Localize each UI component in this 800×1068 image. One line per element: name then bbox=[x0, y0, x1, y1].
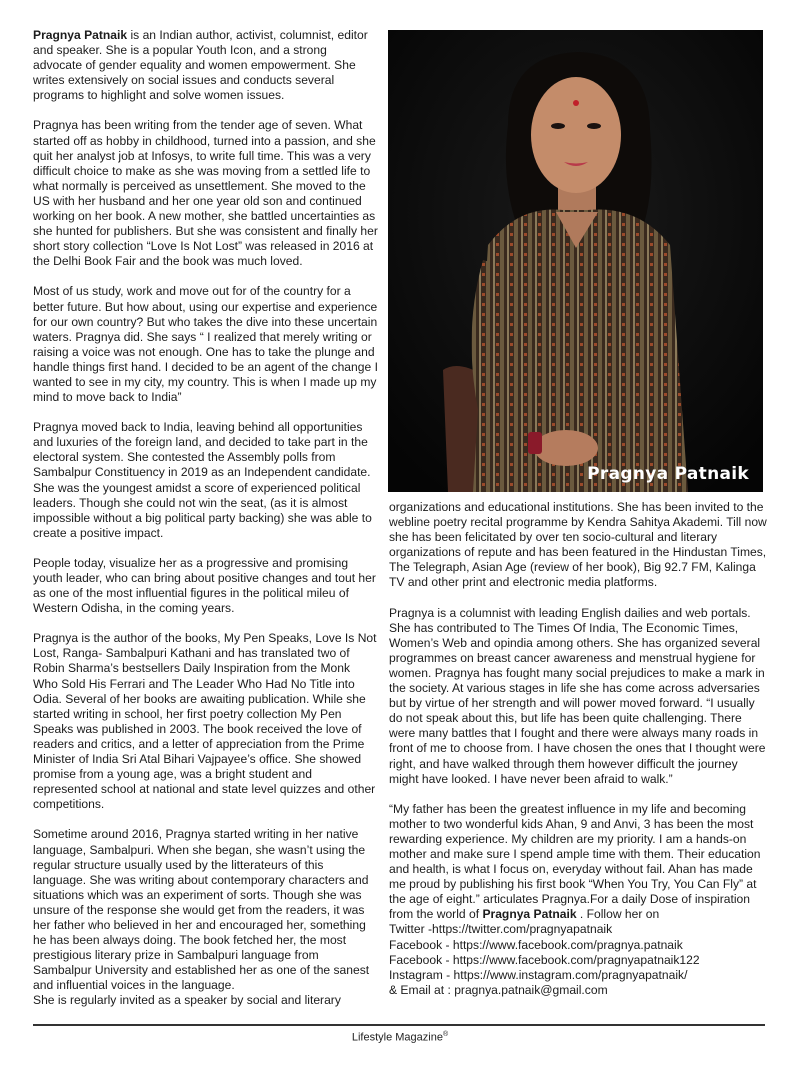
facebook-link-1[interactable]: Facebook - https://www.facebook.com/pragnya.patnaik bbox=[389, 937, 683, 952]
intro-text: is an Indian author, activist, columnist, editor and speaker. She is a popular Youth Icon, and a strong advocate of gender equality and women empowerment. She writes extensively on social issues and conducts several programs to highlight and solve women issues. bbox=[33, 28, 368, 103]
paragraph-speaker: She is regularly invited as a speaker by social and literary bbox=[33, 993, 341, 1008]
portrait-illustration bbox=[388, 30, 763, 492]
paragraph-return: Most of us study, work and move out for of the country for a better future. But how about, using our expertise and experience for our own country? But who takes the dive into these uncertain waters. Pragnya did. She says “ I realized that merely writing or raising a voice was not enough. One has to take the plunge and handle things first hand. I decided to be an agent of the change I wanted to see in my city, my country. This is when I made up my mind to move back to India” bbox=[33, 284, 378, 405]
portrait-photo bbox=[388, 30, 763, 492]
paragraph-writing: Pragnya has been writing from the tender age of seven. What started off as hobby in childhood, turned into a passion, and she quit her analyst job at Infosys, to write full time. This was a very difficult choice to make as she was moving from a settled life to what normally is perceived as unsettlement. She moved to the US with her husband and her one year old son and continued working on her book. A new mother, she battled uncertainties as she hunted for publishers. But she was consistent and finally her short story collection “Love Is Not Lost” was released in 2016 at the Delhi Book Fair and the book was much loved. bbox=[33, 118, 378, 269]
left-column bbox=[33, 28, 378, 1009]
footer bbox=[0, 1031, 800, 1044]
email-link[interactable]: & Email at : pragnya.patnaik@gmail.com bbox=[389, 982, 608, 997]
facebook-link-2[interactable]: Facebook - https://www.facebook.com/pragnyapatnaik122 bbox=[389, 952, 700, 967]
photo-caption: Pragnya Patnaik bbox=[587, 464, 749, 484]
follow-text: . Follow her on bbox=[576, 907, 660, 922]
registered-mark: ® bbox=[442, 1031, 449, 1038]
paragraph-books: Pragnya is the author of the books, My Pen Speaks, Love Is Not Lost, Ranga- Sambalpuri Kathani and has translated two of Robin Sharma’s bestsellers Daily Inspiration from the Monk Who Sold His Ferrari and The Leader Who Had No Title into Odia. Several of her books are awaiting publication. While she started writing in school, her first poetry collection My Pen Speaks was published in 2003. The book received the love of readers and critics, and a letter of appreciation from the Prime Minister of India Sri Atal Bihari Vajpayee’s office. She showed promise from a young age, was a bright student and represented school at national and state level quizzes and other competitions. bbox=[33, 631, 377, 812]
footer-divider bbox=[33, 1024, 765, 1026]
paragraph-columnist: Pragnya is a columnist with leading English dailies and web portals. She has contributed to The Times Of India, The Economic Times, Women’s Web and opindia among others. She has organized several programmes on breast cancer awareness and menstrual hygiene for women. Pragnya has fought many social prejudices to make a mark in the society. At various stages in life she has come across adversaries but by virtue of her strength and will power moved forward. “I usually do not speak about this, but life has been quite challenging. There were many battles that I fought and there were always many roads in front of me to choose from. I have chosen the ones that I thought were right, and have walked through them however difficult the journey might have looked. I have never been afraid to walk.” bbox=[389, 605, 766, 786]
family-text: “My father has been the greatest influence in my life and becoming mother to two wonderful kids Ahan, 9 and Anvi, 3 has been the most rewarding experience. My children are my priority. I am a hands-on mother and make sure I spend ample time with them. Their education and health, is what I focus on, everyday without fail. Ahan has made me proud by publishing his first book “When You Try, You Can Fly” at the age of eight.” articulates Pragnya.For a daily Dose of inspiration from the world of bbox=[389, 801, 761, 922]
intro-paragraph bbox=[33, 28, 378, 103]
author-name: Pragnya Patnaik bbox=[33, 28, 128, 42]
paragraph-recognition: organizations and educational institutions. She has been invited to the webline poetry recital programme by Kendra Sahitya Akademi. Till now she has been felicitated by over ten socio-cultural and literary organizations of repute and has been featured in the Hindustan Times, The Telegraph, Asian Age (review of her book), Big 92.7 FM, Kalinga TV and other print and electronic media platforms. bbox=[389, 500, 767, 590]
paragraph-politics: Pragnya moved back to India, leaving behind all opportunities and luxuries of the foreign land, and decided to take part in the electoral system. She contested the Assembly polls from Sambalpur Constituency in 2019 as an Independent candidate. She was the youngest amidst a score of experienced political leaders. Though she could not win the seat, (as it is almost impossible without a big political party backing) she was able to create a positive impact. bbox=[33, 420, 372, 540]
author-name-inline: Pragnya Patnaik bbox=[482, 907, 577, 922]
instagram-link[interactable]: Instagram - https://www.instagram.com/pragnyapatnaik/ bbox=[389, 967, 688, 982]
paragraph-youth-leader: People today, visualize her as a progressive and promising youth leader, who can bring about positive changes and tout her as one of the most influential figures in the political mileu of Western Odisha, in the coming years. bbox=[33, 555, 376, 616]
twitter-link[interactable]: Twitter -https://twitter.com/pragnyapatnaik bbox=[389, 922, 613, 937]
magazine-name: Lifestyle Magazine bbox=[351, 1031, 443, 1044]
right-column bbox=[389, 500, 767, 1013]
paragraph-sambalpuri: Sometime around 2016, Pragnya started writing in her native language, Sambalpuri. When she began, she wasn’t using the regular structure usually used by the litterateurs of this language. She was writing about contemporary characters and situations which was an experiment of sorts. Though she was unsure of the response she would get from the readers, it was her father who believed in her and encouraged her, something he has been always doing. The book fetched her, the most prestigious literary prize in Sambalpuri language from Sambalpur University and established her as one of the sanest and influential voices in the language. bbox=[33, 827, 370, 993]
paragraph-family bbox=[389, 802, 767, 998]
